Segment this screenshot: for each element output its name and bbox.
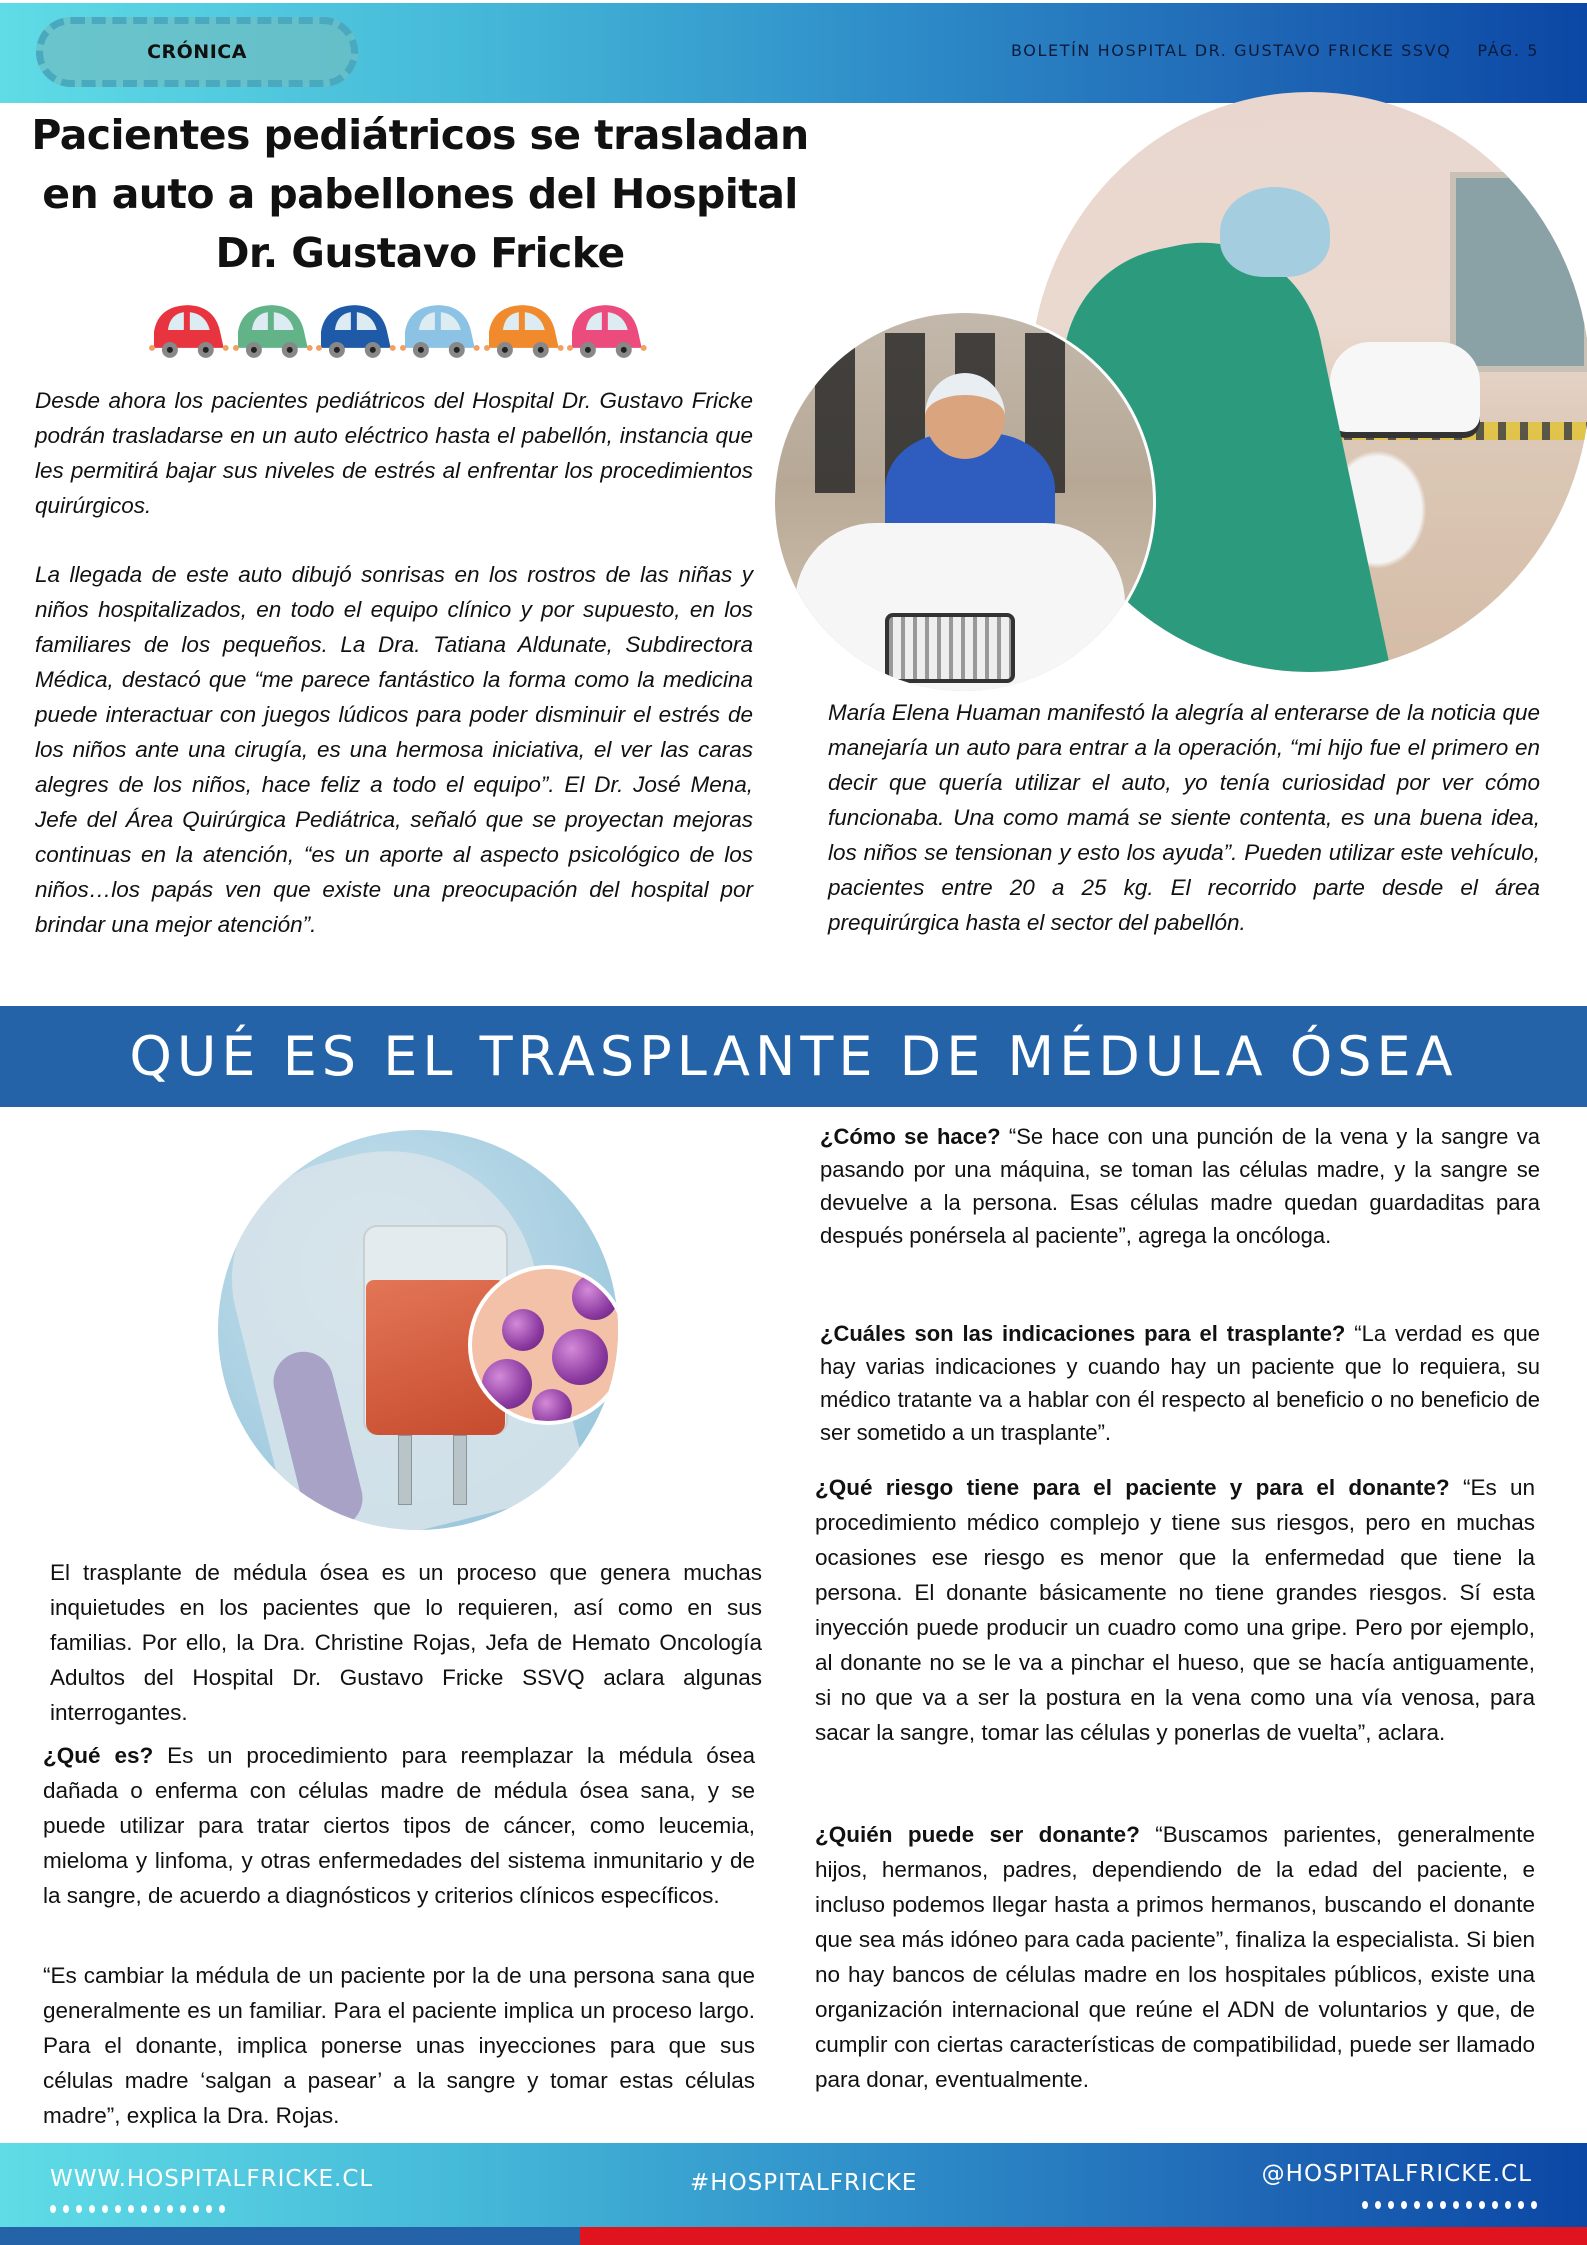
photo-child-in-toy-car <box>772 310 1156 694</box>
footer-dot <box>1401 2201 1407 2209</box>
publication-title: BOLETÍN HOSPITAL DR. GUSTAVO FRICKE SSVQ <box>1011 41 1452 60</box>
page-number: PÁG. 5 <box>1477 41 1539 60</box>
question-riesgo: ¿Qué riesgo tiene para el paciente y para el donante? <box>815 1475 1450 1500</box>
footer-dot <box>50 2205 56 2213</box>
footer-website-link[interactable]: WWW.HOSPITALFRICKE.CL <box>50 2166 374 2192</box>
article2-quote: “Es cambiar la médula de un paciente por la de una persona sana que generalmente es un familiar. Para el paciente implica un proceso largo. Para el donante, implica ponerse unas inyecciones para que sus células madre ‘salgan a pasear’ a la sangre y tomar estas células madre”, explica la Dra. Rojas. <box>43 1963 755 2128</box>
section-label-badge <box>36 17 358 87</box>
photo-car-grille <box>885 613 1015 683</box>
article1-paragraph-1: Desde ahora los pacientes pediátricos del Hospital Dr. Gustavo Fricke podrán trasladarse en un auto eléctrico hasta el pabellón, instancia que les permitirá bajar sus niveles de estrés al enfrentar los procedimientos quirúrgicos. <box>35 388 753 518</box>
qa-donante <box>815 1817 1535 2097</box>
car-icon-blue <box>315 300 397 362</box>
footer-dot <box>1362 2201 1368 2209</box>
footer-dot <box>1492 2201 1498 2209</box>
footer-dot <box>1427 2201 1433 2209</box>
section-banner-title: QUÉ ES EL TRASPLANTE DE MÉDULA ÓSEA <box>129 1025 1458 1088</box>
photo-surgeon-cap <box>1220 187 1330 277</box>
footer-hashtag: #HOSPITALFRICKE <box>690 2170 918 2196</box>
footer-dot <box>206 2205 212 2213</box>
answer-donante: “Buscamos parientes, generalmente hijos, hermanos, padres, dependiendo de la edad del paciente, e incluso podemos llegar hasta a primos hermanos, buscando el donante que sea más idóneo para cada paciente”, finaliza la especialista. Si bien no hay bancos de células madre en los hospitales públicos, existe una organización internacional que reúne el ADN de voluntarios y que, de cumplir con ciertas características de compatibilidad, puede ser llamado para donar, eventualmente. <box>815 1822 1535 2092</box>
qa-riesgo <box>815 1470 1535 1750</box>
article1-paragraph-3: María Elena Huaman manifestó la alegría al enterarse de la noticia que manejaría un auto para entrar a la operación, “mi hijo fue el primero en decir que quería utilizar el auto, yo tenía curiosidad por ver cómo funcionaba. Una como mamá se siente contenta, es una buena idea, los niños se tensionan y esto los ayuda”. Pueden utilizar este vehículo, pacientes entre 20 a 25 kg. El recorrido parte desde el área prequirúrgica hasta el sector del pabellón. <box>828 700 1540 935</box>
answer-que-es: Es un procedimiento para reemplazar la médula ósea dañada o enferma con células madre de médula ósea sana, y se puede utilizar para tratar ciertos tipos de cáncer, como leucemia, mieloma y linfoma, y otras enfermedades del sistema inmunitario y de la sangre, de acuerdo a diagnósticos y criterios clínicos específicos. <box>43 1743 756 1908</box>
bone-marrow-illustration <box>218 1130 618 1530</box>
footer-dot <box>180 2205 186 2213</box>
question-indicaciones: ¿Cuáles son las indicaciones para el trasplante? <box>820 1321 1346 1346</box>
illustration-stem-cells <box>468 1265 618 1425</box>
footer-dot <box>154 2205 160 2213</box>
footer-dot <box>115 2205 121 2213</box>
footer-dot <box>89 2205 95 2213</box>
footer-dot <box>1440 2201 1446 2209</box>
qa-indicaciones <box>820 1317 1540 1449</box>
illustration-cell <box>572 1274 618 1320</box>
illustration-cell <box>502 1309 544 1351</box>
footer-dot <box>1414 2201 1420 2209</box>
answer-como-se-hace: “Se hace con una punción de la vena y la sangre va pasando por una máquina, se toman las células madre, y la sangre se devuelve a la persona. Esas células madre quedan guardaditas para después ponérsela al paciente”, agrega la oncóloga. <box>820 1124 1540 1248</box>
answer-indicaciones: “La verdad es que hay varias indicaciones y cuando hay un paciente que lo requiera, su médico tratante va a hablar con él respecto al beneficio o no beneficio de ser sometido a un trasplante”. <box>820 1321 1540 1445</box>
footer-dots-decoration <box>1362 2201 1537 2209</box>
article2-intro: El trasplante de médula ósea es un proceso que genera muchas inquietudes en los pacientes que lo requieren, así como en sus familias. Por ello, la Dra. Christine Rojas, Jefa de Hemato Oncología Adultos del Hospital Dr. Gustavo Fricke SSVQ aclara algunas interrogantes. <box>50 1560 762 1725</box>
footer-dot <box>63 2205 69 2213</box>
photo-toy-car <box>1330 342 1480 432</box>
footer-dot <box>1453 2201 1459 2209</box>
footer-dot <box>1388 2201 1394 2209</box>
footer-dot <box>167 2205 173 2213</box>
footer-dot <box>193 2205 199 2213</box>
footer-dot <box>1466 2201 1472 2209</box>
page-header <box>0 3 1587 103</box>
article-headline: Pacientes pediátricos se trasladan en auto a pabellones del Hospital Dr. Gustavo Fricke <box>31 111 809 277</box>
footer-dot <box>141 2205 147 2213</box>
question-donante: ¿Quién puede ser donante? <box>815 1822 1140 1847</box>
footer-social-handle[interactable]: @HOSPITALFRICKE.CL <box>1261 2161 1532 2187</box>
footer-dot <box>128 2205 134 2213</box>
footer-dot <box>1518 2201 1524 2209</box>
section-banner <box>0 1006 1587 1107</box>
car-icons-row <box>148 300 648 362</box>
question-que-es: ¿Qué es? <box>43 1743 154 1768</box>
header-publication-info <box>1011 41 1539 60</box>
footer-dot <box>1531 2201 1537 2209</box>
footer-dot <box>219 2205 225 2213</box>
footer-bar-red <box>580 2227 1587 2245</box>
car-icon-pink <box>566 300 648 362</box>
car-icon-green <box>232 300 314 362</box>
section-label: CRÓNICA <box>147 41 247 63</box>
photo-door <box>1450 172 1587 372</box>
footer-dot <box>1505 2201 1511 2209</box>
car-icon-red <box>148 300 230 362</box>
footer-dots-decoration <box>50 2205 225 2213</box>
article1-paragraph-2: La llegada de este auto dibujó sonrisas en los rostros de las niñas y niños hospitalizados, en todo el equipo clínico y por supuesto, en los familiares de los pequeños. La Dra. Tatiana Aldunate, Subdirectora Médica, destacó que “me parece fantástico la forma como la medicina puede interactuar con juegos lúdicos para poder disminuir el estrés de los niños ante una cirugía, es una hermosa iniciativa, el ver las caras alegres de los niños, hace feliz a todo el equipo”. El Dr. José Mena, Jefe del Área Quirúrgica Pediátrica, señaló que se proyectan mejoras continuas en la atención, “es un aporte al aspecto psicológico de los niños…los papás ven que existe una preocupación del hospital por brindar una mejor atención”. <box>35 562 753 937</box>
car-icon-orange <box>483 300 565 362</box>
footer-dot <box>76 2205 82 2213</box>
illustration-cell <box>552 1329 608 1385</box>
illustration-tube <box>453 1435 467 1505</box>
footer-bar-blue <box>0 2227 580 2245</box>
question-como-se-hace: ¿Cómo se hace? <box>820 1124 1001 1149</box>
page-footer <box>0 2143 1587 2227</box>
illustration-cell <box>482 1359 532 1409</box>
qa-que-es <box>43 1738 755 1913</box>
footer-dot <box>102 2205 108 2213</box>
footer-dot <box>1375 2201 1381 2209</box>
illustration-tube <box>398 1435 412 1505</box>
answer-riesgo: “Es un procedimiento médico complejo y tiene sus riesgos, pero en muchas ocasiones ese riesgo es menor que la enfermedad que tiene la persona. El donante básicamente no tiene grandes riesgos. Sí esta inyección puede producir un cuadro como una gripe. Pero por ejemplo, al donante no se le va a pinchar el hueso, que se hacía antiguamente, si no que va a ser la postura en la vena como una vía venosa, para sacar la sangre, tomar las células y ponerlas de vuelta”, aclara. <box>815 1475 1536 1745</box>
qa-como-se-hace <box>820 1120 1540 1252</box>
car-icon-lightblue <box>399 300 481 362</box>
illustration-cell <box>532 1389 572 1425</box>
footer-dot <box>1479 2201 1485 2209</box>
photo-child-head <box>925 373 1005 459</box>
